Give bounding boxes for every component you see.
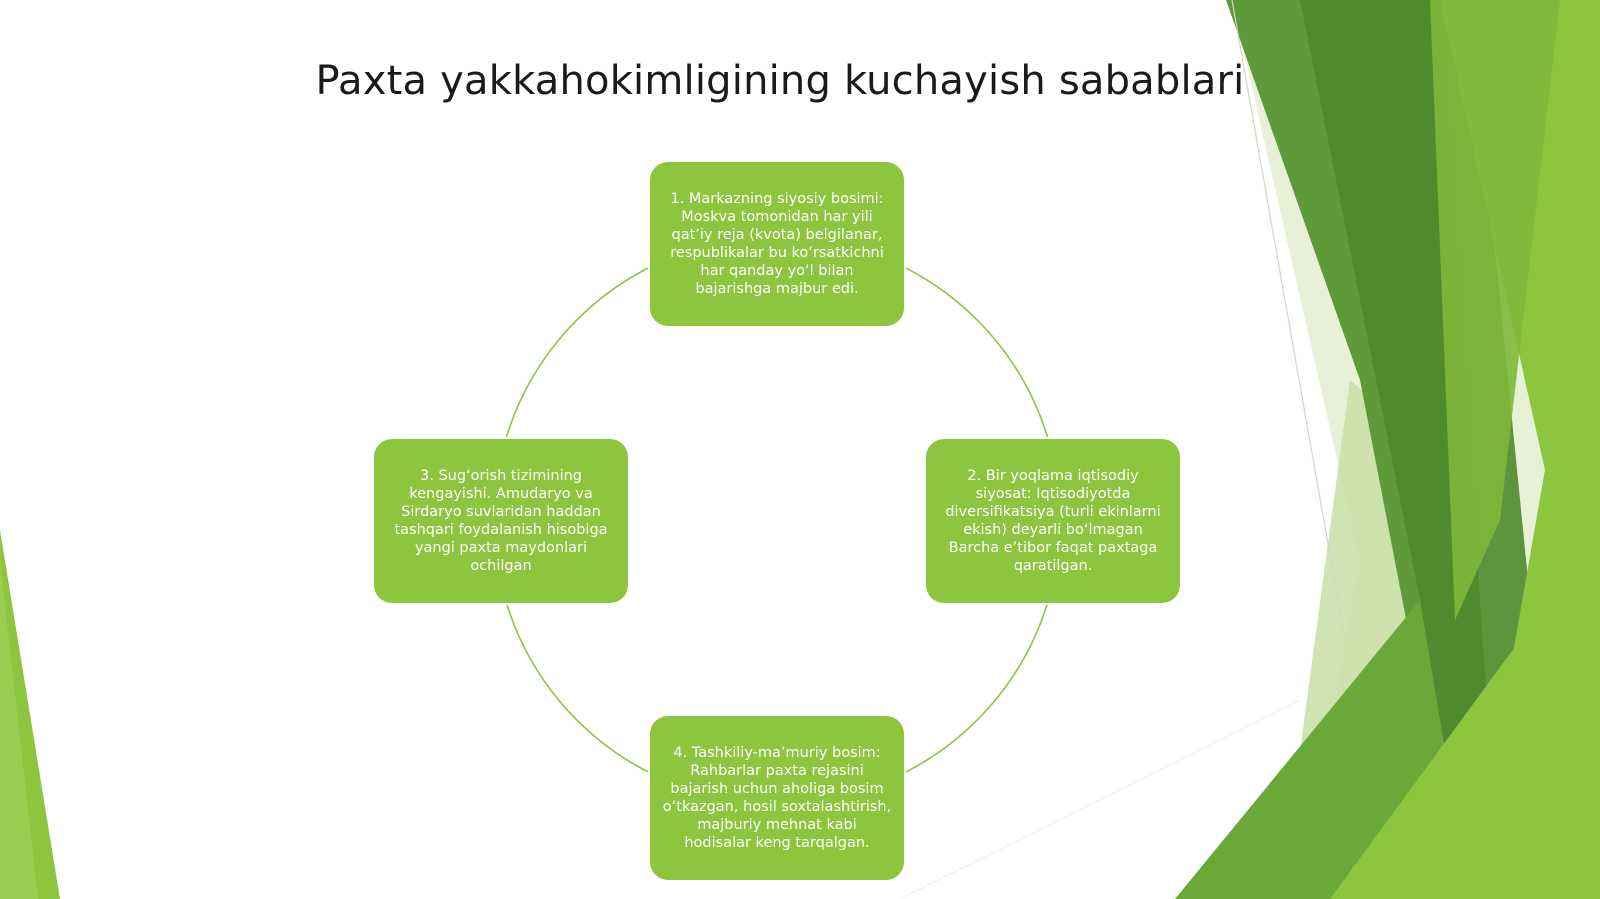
cycle-node-4 [650, 716, 904, 880]
cycle-node-1-text: 1. Markazning siyosiy bosimi: Moskva tomonidan har yili qat’iy reja (kvota) belgilanar, respublikalar bu ko‘rsatkichni har qanday yo‘l bilan bajarishga majbur edi. [670, 191, 884, 297]
cycle-node-2 [926, 439, 1180, 603]
cycle-node-3-text: 3. Sug‘orish tizimining kengayishi. Amudaryo va Sirdaryo suvlaridan haddan tashqari foydalanish hisobiga yangi paxta maydonlari ochilgan [394, 468, 608, 574]
slide-title: Paxta yakkahokimligining kuchayish sabablari [315, 58, 1245, 104]
cycle-node-4-text: 4. Tashkiliy-ma’muriy bosim: Rahbarlar paxta rejasini bajarish uchun aholiga bosim o‘tkazgan, hosil soxtalashtirish, majburiy mehnat kabi hodisalar keng tarqalgan. [662, 745, 892, 851]
cycle-node-3 [374, 439, 628, 603]
cycle-node-1 [650, 162, 904, 326]
cycle-node-2-text: 2. Bir yoqlama iqtisodiy siyosat: Iqtisodiyotda diversifikatsiya (turli ekinlarni ekish) deyarli bo‘lmagan Barcha e’tibor faqat paxtaga qaratilgan. [945, 468, 1161, 574]
